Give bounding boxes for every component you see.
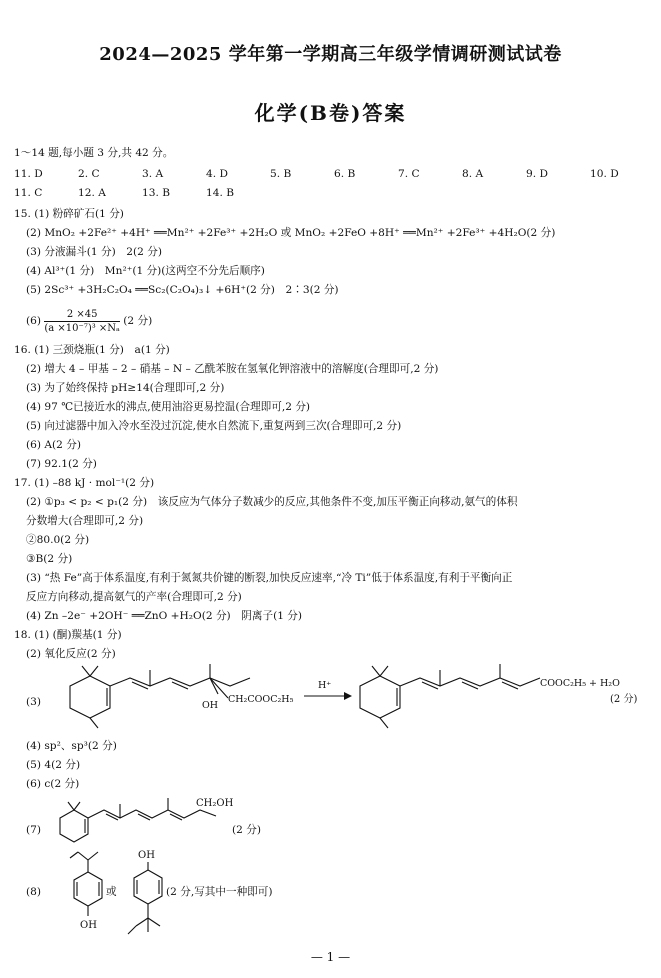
- product-structure: [360, 664, 540, 728]
- mc-answer-3: 3. A: [142, 168, 164, 180]
- retinol-structure: [54, 790, 254, 848]
- reactant-structure: [70, 664, 250, 728]
- q17-part4: (4) Zn –2e⁻ +2OH⁻ ══ZnO +H₂O(2 分) 阴离子(1 分): [26, 610, 303, 622]
- q16-part7: (7) 92.1(2 分): [26, 458, 97, 470]
- catalyst-label: H⁺: [318, 680, 332, 691]
- q15-part6-label: (6): [26, 315, 42, 327]
- q16-part3: (3) 为了始终保持 pH≥14(合理即可,2 分): [26, 382, 225, 394]
- mc-answer-7: 7. C: [398, 168, 420, 180]
- mc-answer-12: 12. A: [78, 187, 106, 199]
- mc-answer-2: 2. C: [78, 168, 100, 180]
- ester-label: CH₂COOC₂H₅: [228, 694, 294, 705]
- benzene-ring-b: [134, 870, 162, 904]
- q18-part1: 18. (1) (酮)羰基(1 分): [14, 629, 122, 641]
- q16-part6: (6) A(2 分): [26, 439, 81, 451]
- reaction-scheme: [52, 664, 652, 742]
- density-fraction: [44, 308, 120, 335]
- q15-part3: (3) 分液漏斗(1 分) 2(2 分): [26, 246, 163, 258]
- mc-answer-13: 13. B: [142, 187, 170, 199]
- q18-part4: (4) sp²、sp³(2 分): [26, 740, 117, 752]
- q17-part2-sub2: ②80.0(2 分): [26, 534, 90, 546]
- q15-part6: [26, 306, 152, 336]
- q17-part3-line2: 反应方向移动,提高氨气的产率(合理即可,2 分): [26, 591, 242, 603]
- page-subtitle: 化学(B卷)答案: [254, 101, 407, 125]
- mc-answer-14: 14. B: [206, 187, 234, 199]
- q17-part1: 17. (1) –88 kJ · mol⁻¹(2 分): [14, 477, 155, 489]
- q15-part2: (2) MnO₂ +2Fe²⁺ +4H⁺ ══Mn²⁺ +2Fe³⁺ +2H₂O 或 MnO₂ +2FeO +8H⁺ ══Mn²⁺ +2Fe³⁺ +4H₂O(2 分): [26, 227, 556, 239]
- product-tail-label: COOC₂H₅ + H₂O: [540, 678, 620, 689]
- oh-label: OH: [202, 700, 219, 711]
- mc-answer-4: 4. D: [206, 168, 228, 180]
- mc-answer-10: 10. D: [590, 168, 619, 180]
- q17-part2-line1: (2) ①p₃ < p₂ < p₁(2 分) 该反应为气体分子数减少的反应,其他条件不变,加压平衡正向移动,氨气的体积: [26, 496, 518, 508]
- q16-part4: (4) 97 ℃已接近水的沸点,使用油浴更易控温(合理即可,2 分): [26, 401, 311, 413]
- q17-part3-line1: (3) “热 Fe”高于体系温度,有利于氮氮共价键的断裂,加快反应速率,“冷 Ti”低于体系温度,有利于平衡向正: [26, 572, 513, 584]
- product-ring: [360, 676, 400, 718]
- q17-part2-sub3: ③B(2 分): [26, 553, 73, 565]
- mc-answer-5: 5. B: [270, 168, 292, 180]
- mc-answer-8: 8. A: [462, 168, 484, 180]
- reactant-chain: [110, 678, 250, 686]
- page-title: 2024—2025 学年第一学期高三年级学情调研测试试卷: [99, 44, 562, 65]
- q18-part7-score: (2 分): [232, 824, 261, 836]
- arrow-head: [344, 692, 352, 700]
- q16-part2: (2) 增大 4 – 甲基 – 2 – 硝基 – N – 乙酰苯胺在氢氧化钾溶液中的溶解度(合理即可,2 分): [26, 363, 439, 375]
- q18-part8-score: (2 分,写其中一种即可): [166, 886, 273, 898]
- q18-part6: (6) c(2 分): [26, 778, 80, 790]
- fraction-numerator: 2 ×45: [44, 308, 120, 322]
- reactant-ring: [70, 676, 110, 718]
- q16-part5: (5) 向过滤器中加入冷水至没过沉淀,使水自然流下,重复两到三次(合理即可,2 分): [26, 420, 402, 432]
- q15-part5: (5) 2Sc³⁺ +3H₂C₂O₄ ══Sc₂(C₂O₄)₃↓ +6H⁺(2 分) 2∶3(2 分): [26, 284, 339, 296]
- ch2oh-label: CH₂OH: [196, 798, 234, 809]
- retinol-ring: [60, 810, 88, 842]
- q15-part6-score: (2 分): [123, 315, 153, 327]
- q16-part1: 16. (1) 三颈烧瓶(1 分) a(1 分): [14, 344, 170, 356]
- page-number: — 1 —: [310, 950, 351, 964]
- fraction-denominator: (a ×10⁻⁷)³ ×Nₐ: [44, 322, 120, 334]
- mc-answer-6: 6. B: [334, 168, 356, 180]
- q15-part4: (4) Al³⁺(1 分) Mn²⁺(1 分)(这两空不分先后顺序): [26, 265, 265, 277]
- mc-intro: 1～14 题,每小题 3 分,共 42 分。: [14, 147, 174, 159]
- mc-answer-1: 11. D: [14, 168, 43, 180]
- or-text: 或: [106, 886, 117, 898]
- oh-top-label: OH: [138, 850, 155, 861]
- mc-answer-11: 11. C: [14, 187, 43, 199]
- q18-part8-label: (8): [26, 886, 42, 898]
- q15-part1: 15. (1) 粉碎矿石(1 分): [14, 208, 124, 220]
- benzene-ring-a: [74, 872, 102, 906]
- product-score: (2 分): [610, 694, 638, 705]
- q18-part5: (5) 4(2 分): [26, 759, 81, 771]
- q17-part2-line2: 分数增大(合理即可,2 分): [26, 515, 144, 527]
- mc-answer-9: 9. D: [526, 168, 548, 180]
- oh-bottom-label: OH: [80, 920, 97, 931]
- product-chain: [400, 678, 540, 686]
- q18-part7-label: (7): [26, 824, 42, 836]
- q18-part3-label: (3): [26, 696, 42, 708]
- q18-part2: (2) 氧化反应(2 分): [26, 648, 116, 660]
